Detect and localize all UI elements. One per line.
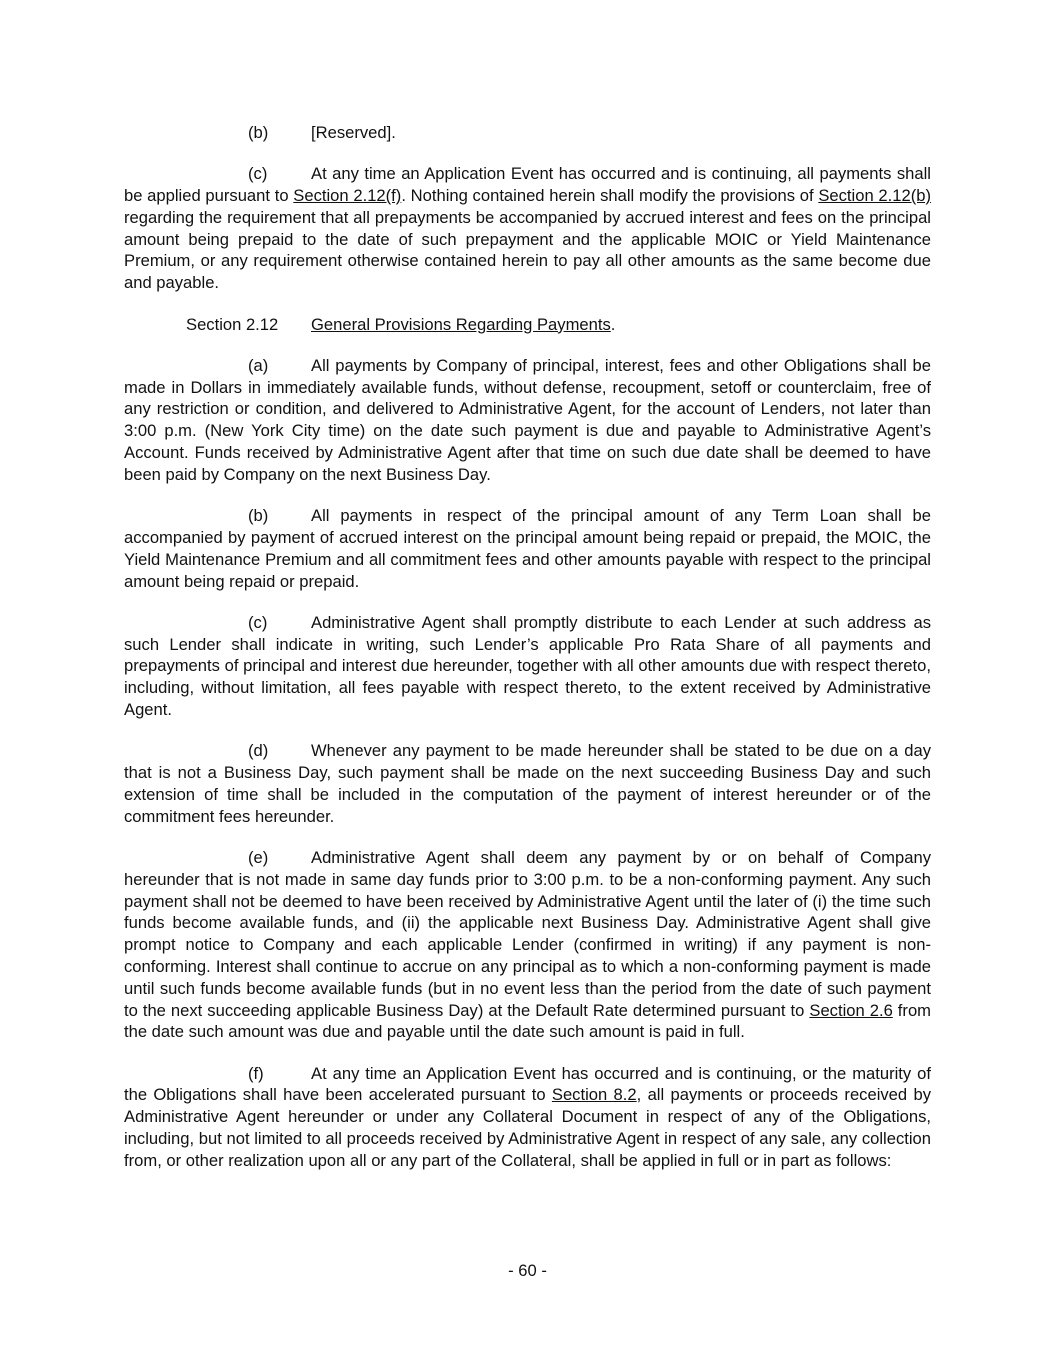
paragraph-label: (c) <box>248 612 268 632</box>
paragraph <box>124 355 931 486</box>
section-reference: Section 2.12(b) <box>818 186 931 206</box>
paragraph <box>124 1063 931 1172</box>
paragraph-label: (e) <box>248 848 269 868</box>
section-reference: Section 8.2 <box>551 1085 637 1105</box>
paragraph-text: from the date such amount was due and payable until the date such amount is paid in full. <box>124 1000 931 1042</box>
document-page <box>124 122 931 1191</box>
paragraphs-before <box>124 122 931 294</box>
paragraph-text: Whenever any payment to be made hereunder shall be stated to be due on a day that is not a Business Day, such payment shall be made on the next succeeding Business Day and such extension of time shall be included in the computation of the payment of interest hereunder or of the commitment fees hereunder. <box>124 741 931 826</box>
paragraph-label: (b) <box>248 123 269 142</box>
section-title: General Provisions Regarding Payments <box>311 314 611 334</box>
paragraph <box>124 612 931 721</box>
paragraph-label: (c) <box>248 164 268 184</box>
paragraph-text: At any time an Application Event has occurred and is continuing, all payments shall be applied pursuant to <box>124 164 931 206</box>
paragraph-text: At any time an Application Event has occurred and is continuing, or the maturity of the Obligations shall have been accelerated pursuant to <box>124 1063 931 1105</box>
paragraph <box>124 847 931 1043</box>
paragraph-label: (b) <box>248 506 269 526</box>
paragraphs-after <box>124 355 931 1172</box>
paragraph <box>124 163 931 294</box>
paragraph-text: Administrative Agent shall deem any payment by or on behalf of Company hereunder that is not made in same day funds prior to 3:00 p.m. to be a non-conforming payment. Any such payment shall not be deemed to have been received by Administrative Agent until the later of (i) the time such funds become available funds, and (ii) the applicable next Business Day. Administrative Agent shall give prompt notice to Company and each applicable Lender (confirmed in writing) if any payment is non-conforming. Interest shall continue to accrue on any principal as to which a non-conforming payment is made until such funds become available funds (but in no event less than the period from the date of such payment to the next succeeding applicable Business Day) at the Default Rate determined pursuant to <box>124 848 931 1020</box>
paragraph <box>124 505 931 592</box>
paragraph-text: , all payments or proceeds received by Administrative Agent hereunder or under any Collateral Document in respect of any of the Obligations, including, but not limited to all proceeds received by Administrative Agent in respect of any sale, any collection from, or other realization upon all or any part of the Collateral, shall be applied in full or in part as follows: <box>124 1085 931 1170</box>
paragraph-label: (f) <box>248 1063 264 1083</box>
page-number: - 60 - <box>508 1261 547 1280</box>
page-footer <box>0 1260 1055 1282</box>
section-heading <box>186 314 931 336</box>
paragraph-text: . Nothing contained herein shall modify the provisions of <box>401 186 819 206</box>
section-reference: Section 2.6 <box>809 1000 893 1020</box>
paragraph-text: [Reserved]. <box>311 123 396 142</box>
paragraph-text: regarding the requirement that all prepayments be accompanied by accrued interest and fees on the principal amount being prepaid to the date of such prepayment and the applicable MOIC or Yield Maintenance Premium, or any requirement otherwise contained herein to pay all other amounts as the same become due and payable. <box>124 207 931 293</box>
section-reference: Section 2.12(f) <box>293 186 402 206</box>
paragraph-text: Administrative Agent shall promptly distribute to each Lender at such address as such Lender shall indicate in writing, such Lender’s applicable Pro Rata Share of all payments and prepayments of principal and interest due hereunder, together with all other amounts due with respect thereto, including, without limitation, all fees payable with respect thereto, to the extent received by Administrative Agent. <box>124 612 931 720</box>
paragraph-text: All payments by Company of principal, interest, fees and other Obligations shall be made in Dollars in immediately available funds, without defense, recoupment, setoff or counterclaim, free of any restriction or condition, and delivered to Administrative Agent, for the account of Lenders, not later than 3:00 p.m. (New York City time) on the date such payment is due and payable to Administrative Agent’s Account. Funds received by Administrative Agent after that time on such due date shall be deemed to have been paid by Company on the next Business Day. <box>124 355 931 484</box>
section-number: Section 2.12 <box>186 314 279 334</box>
paragraph <box>124 740 931 827</box>
paragraph-label: (d) <box>248 741 269 761</box>
paragraph-text: All payments in respect of the principal amount of any Term Loan shall be accompanied by payment of accrued interest on the principal amount being repaid or prepaid, the MOIC, the Yield Maintenance Premium and all commitment fees and other amounts payable with respect to the principal amount being repaid or prepaid. <box>124 506 931 591</box>
paragraph <box>124 122 931 144</box>
paragraph-label: (a) <box>248 355 269 375</box>
section-title-suffix: . <box>610 314 616 334</box>
